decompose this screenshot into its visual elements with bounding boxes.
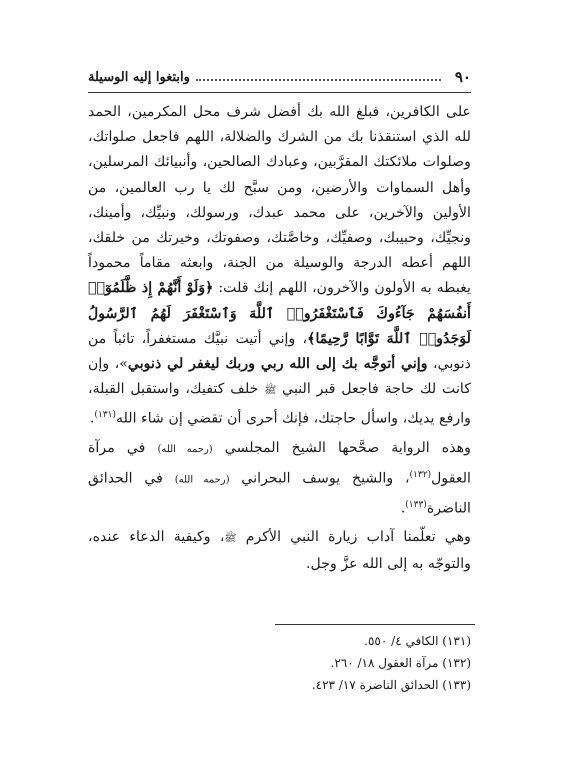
header-rule <box>88 92 471 93</box>
salawat-glyph: ﷺ <box>264 385 277 397</box>
quran-verse: ﴿وَلَوْ أَنَّهُمْ إِذ ظَّلَمُوٓا۟ أَنفُسَهُمْ جَآءُوكَ فَٱسْتَغْفَرُوا۟ ٱللَّهَ وَٱسْتَغْفَرَ لَهُمُ ٱلرَّسُولُ لَوَجَدُوا۟ ٱللَّهَ تَوَّابًا رَّحِيمًا﴾ <box>88 280 471 347</box>
paragraph-3-text-a: وهي تعلّمنا آداب زيارة النبي الأكرم <box>245 529 471 546</box>
running-title: وابتغوا إليه الوسيلة <box>88 69 190 85</box>
paragraph-2-text-a: وهذه الرواية صحَّحها الشيخ المجلسي <box>224 440 472 457</box>
footnote-ref-131: (١٣١) <box>94 410 116 421</box>
footnote-131: (١٣١) الكافي ٤/ ٥٥٠. <box>364 634 471 648</box>
page-header <box>88 66 471 88</box>
paragraph-2-text-b: في مرآة العقول <box>88 440 472 487</box>
footnote-ref-133: (١٣٣) <box>405 499 427 510</box>
paragraph-2 <box>88 436 471 521</box>
paragraph-1-text-d: خلف كتفيك، واستقبل القبلة، وارفع يديك، واسأل حاجتك، فإنك أحرى أن تقضي إن شاء الله <box>88 381 471 428</box>
footnote-ref-132: (١٣٢) <box>409 469 432 480</box>
header-dotted-leader <box>196 79 441 81</box>
main-text <box>88 100 471 577</box>
footnotes <box>140 630 471 696</box>
paragraph-2-text-d: في الحدائق الناضرة <box>88 470 471 517</box>
paragraph-1-text-a: على الكافرين، فبلغ الله بك أفضل شرف محل المكرمين، الحمد لله الذي استنقذنا بك من الشرك والضلالة، اللهم فاجعل صلواتك، وصلوات ملائكتك المقرَّبين، وعبادك الصالحين، وأنبيائك المرسلين، وأهل السماوات والأرضين، ومن سبَّح لك يا رب العالمين، من الأولين والآخرين، على محمد عبدك، ورسولك، ونبيِّك، وأمينك، ونجيِّك، وحبيبك، وصفيِّك، وخاصَّتك، وصفوتك، وخيرتك من خلقك، اللهم أعطه الدرجة والوسيلة من الجنة، وابعثه مقاماً محموداً يغبطه به الأولون والآخرون، اللهم إنك قلت: <box>88 104 471 297</box>
honorific-glyph-2: (رحمه الله) <box>174 474 230 486</box>
paragraph-1 <box>88 100 471 432</box>
paragraph-3 <box>88 525 471 576</box>
footnote-133: (١٣٣) الحدائق الناضرة ١٧/ ٤٢٣. <box>311 678 471 692</box>
paragraph-2-text-c: ، والشيخ يوسف البحراني <box>241 470 410 487</box>
footnote-132: (١٣٢) مرآة العقول ١٨/ ٢٦٠. <box>330 656 471 670</box>
footnote-rule <box>275 624 475 625</box>
paragraph-1-end: . <box>89 411 95 428</box>
paragraph-1-text-b: ، وإني أتيت نبيَّك مستغفراً، تائباً من ذنوبي، <box>88 330 471 373</box>
page-number: ٩٠ <box>454 68 471 86</box>
paragraph-1-bold-phrase: وإني أتوجَّه بك إلى الله ربي وربك ليغفر لي ذنوبي <box>127 356 428 373</box>
paragraph-3-text-b: ، وكيفية الدعاء عنده، والتوجّه به إلى الله عزَّ وجل. <box>88 529 471 572</box>
paragraph-2-end: . <box>400 500 406 517</box>
salawat-glyph-2: ﷺ <box>224 533 237 545</box>
paragraph-1-text-c: »، وإن كانت لك حاجة فاجعل قبر النبي <box>88 356 471 398</box>
honorific-glyph-1: (رحمه الله) <box>157 444 213 456</box>
